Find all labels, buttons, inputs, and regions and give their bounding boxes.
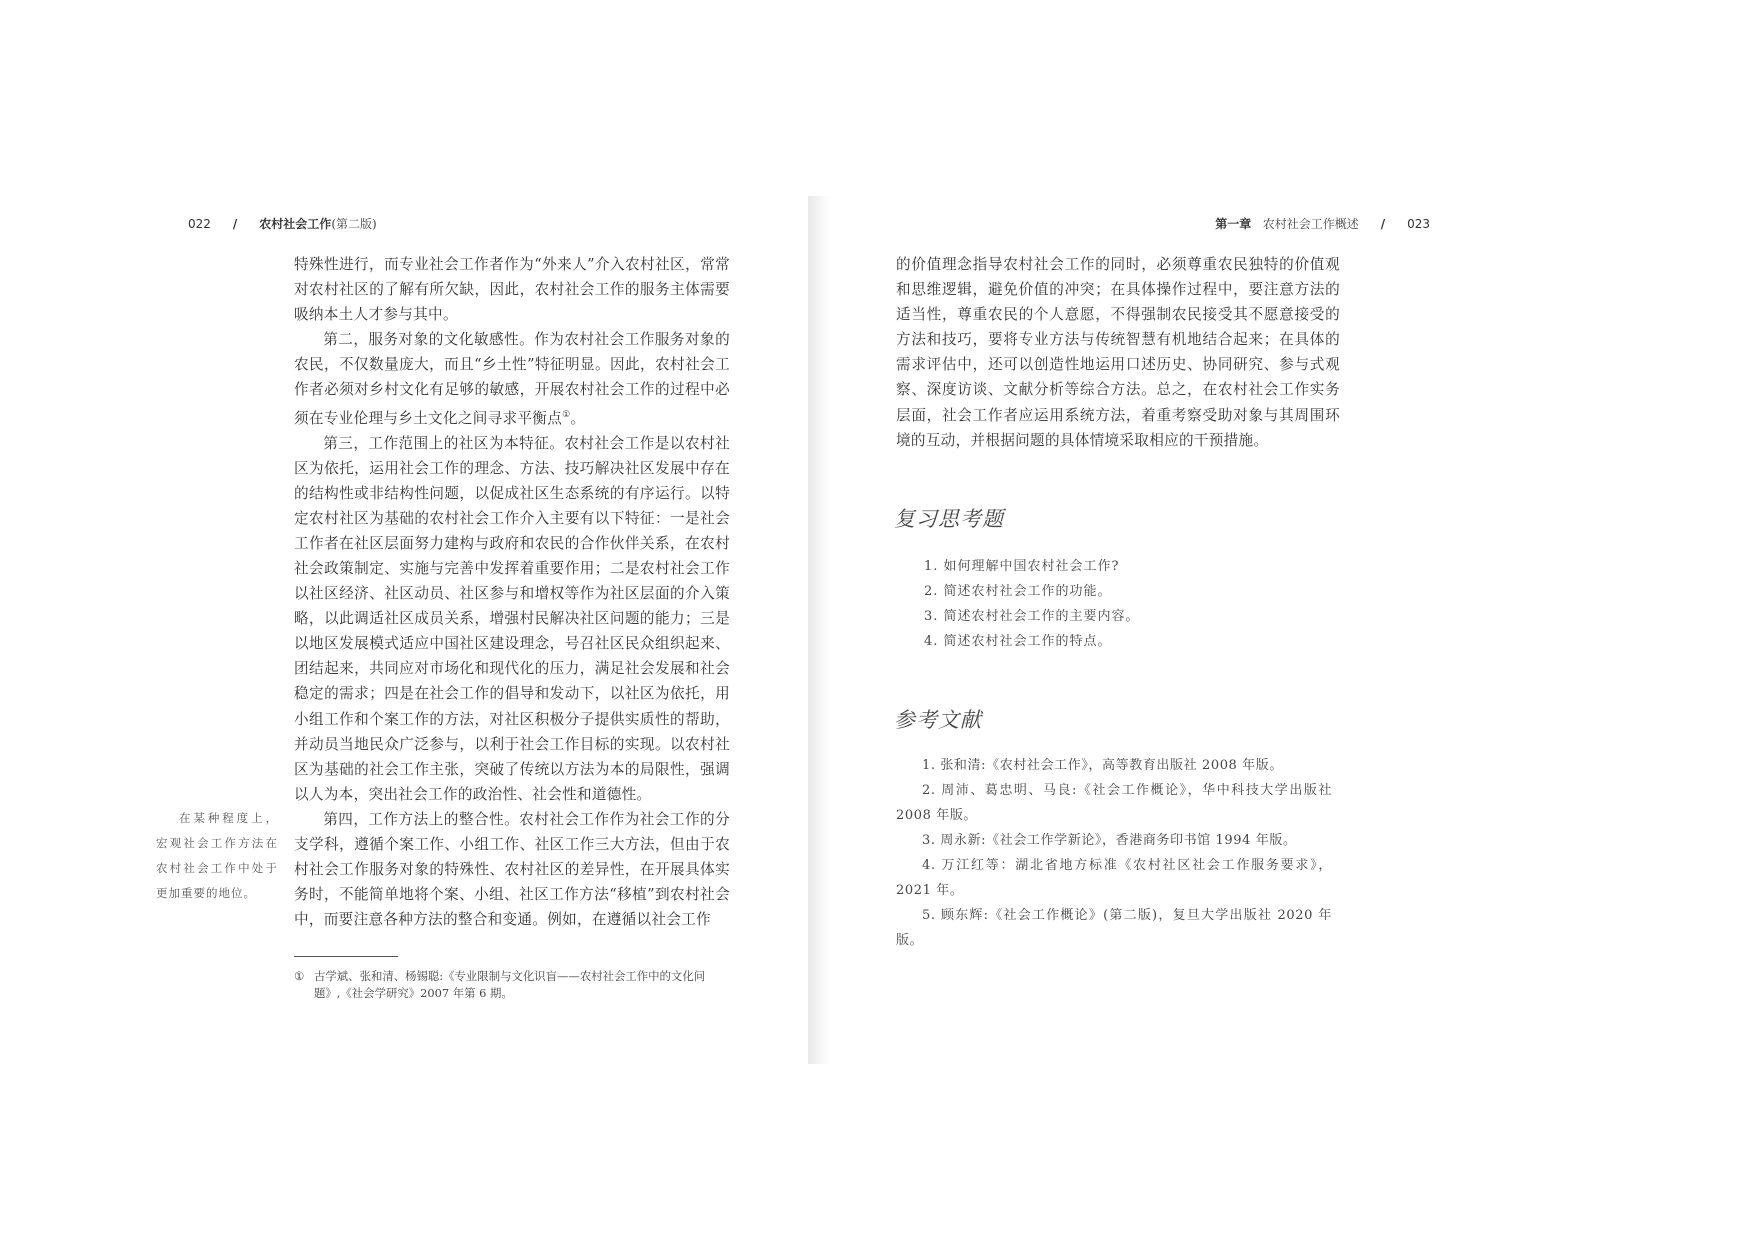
list-item: 3. 简述农村社会工作的主要内容。 bbox=[924, 609, 1140, 624]
footnote-divider bbox=[294, 956, 398, 957]
left-page-number: 022 bbox=[188, 217, 211, 231]
references-heading: 参考文献 bbox=[894, 708, 982, 732]
review-questions-list bbox=[924, 554, 1344, 654]
paragraph: 第三，工作范围上的社区为本特征。农村社会工作是以农村社区为依托，运用社会工作的理念、方法、技巧解决社区发展中存在的结构性或非结构性问题，以促成社区生态系统的有序运行。以特定农村社区为基础的农村社会工作介入主要有以下特征：一是社会工作者在社区层面努力建构与政府和农民的合作伙伴关系，在农村社会政策制定、实施与完善中发挥着重要作用；二是农村社会工作以社区经济、社区动员、社区参与和增权等作为社区层面的介入策略，以此调适社区成员关系，增强村民解决社区问题的能力；三是以地区发展模式适应中国社区建设理念，号召社区民众组织起来、团结起来，共同应对市场化和现代化的压力，满足社会发展和社会稳定的需求；四是在社会工作的倡导和发动下，以社区为依托，用小组工作和个案工作的方法，对社区积极分子提供实质性的帮助，并动员当地民众广泛参与，以利于社会工作目标的实现。以农村社区为基础的社会工作主张，突破了传统以方法为本的局限性，强调以人为本，突出社会工作的政治性、社会性和道德性。 bbox=[294, 434, 730, 803]
book-edition: (第二版) bbox=[331, 217, 377, 231]
paragraph: 第四，工作方法上的整合性。农村社会工作作为社会工作的分支学科，遵循个案工作、小组工作、社区工作三大方法，但由于农村社会工作服务对象的特殊性、农村社区的差异性，在开展具体实务时，不能简单地将个案、小组、社区工作方法“移植”到农村社会中，而要注意各种方法的整合和变通。例如，在遵循以社会工作 bbox=[294, 810, 730, 929]
book-title: 农村社会工作 bbox=[259, 217, 332, 231]
list-item: 1. 如何理解中国农村社会工作? bbox=[924, 559, 1120, 574]
margin-note bbox=[156, 806, 278, 906]
review-questions-heading: 复习思考题 bbox=[894, 507, 1004, 531]
list-item: 1. 张和清:《农村社会工作》，高等教育出版社 2008 年版。 bbox=[922, 758, 1283, 773]
left-body-text bbox=[294, 252, 730, 932]
list-item: 2. 简述农村社会工作的功能。 bbox=[924, 584, 1112, 599]
list-item: 3. 周永新:《社会工作学新论》，香港商务印书馆 1994 年版。 bbox=[922, 833, 1297, 848]
margin-note-text: 在某种程度上，宏观社会工作方法在农村社会工作中处于更加重要的地位。 bbox=[156, 811, 278, 900]
list-item: 5. 顾东辉:《社会工作概论》(第二版)，复旦大学出版社 2020 年版。 bbox=[896, 908, 1332, 948]
right-running-header bbox=[1215, 215, 1430, 232]
header-separator: / bbox=[232, 217, 238, 231]
list-item: 2. 周沛、葛忠明、马良:《社会工作概论》，华中科技大学出版社 2008 年版。 bbox=[896, 783, 1332, 823]
footnote-reference[interactable]: ① bbox=[562, 409, 571, 420]
sentence-end: 。 bbox=[570, 409, 586, 427]
chapter-title: 农村社会工作概述 bbox=[1262, 217, 1359, 231]
header-separator: / bbox=[1380, 217, 1386, 231]
list-item: 4. 万江红等：湖北省地方标准《农村社区社会工作服务要求》，2021 年。 bbox=[896, 858, 1332, 898]
list-item: 4. 简述农村社会工作的特点。 bbox=[924, 634, 1112, 649]
paragraph-text: 第二，服务对象的文化敏感性。作为农村社会工作服务对象的农民，不仅数量庞大，而且“乡土性”特征明显。因此，农村社会工作者必须对乡村文化有足够的敏感，开展农村社会工作的过程中必须在专业伦理与乡土文化之间寻求平衡点 bbox=[294, 331, 730, 427]
chapter-label: 第一章 bbox=[1215, 217, 1252, 231]
right-page bbox=[808, 0, 1753, 1240]
footnote-mark: ① bbox=[294, 969, 305, 983]
paragraph: 特殊性进行，而专业社会工作者作为“外来人”介入农村社区，常常对农村社区的了解有所欠缺，因此，农村社会工作的服务主体需要吸纳本土人才参与其中。 bbox=[294, 256, 730, 324]
left-page bbox=[0, 0, 808, 1240]
paragraph: 的价值理念指导农村社会工作的同时，必须尊重农民独特的价值观和思维逻辑，避免价值的冲突；在具体操作过程中，要注意方法的适当性，尊重农民的个人意愿，不得强制农民接受其不愿意接受的方法和技巧，要将专业方法与传统智慧有机地结合起来；在具体的需求评估中，还可以创造性地运用口述历史、协同研究、参与式观察、深度访谈、文献分析等综合方法。总之，在农村社会工作实务层面，社会工作者应运用系统方法，着重考察受助对象与其周围环境的互动，并根据问题的具体情境采取相应的干预措施。 bbox=[896, 256, 1340, 449]
paragraph bbox=[294, 327, 730, 430]
left-running-header bbox=[188, 215, 377, 232]
footnote-text: 古学斌、张和清、杨锡聪:《专业限制与文化识盲——农村社会工作中的文化问题》,《社会学研究》2007 年第 6 期。 bbox=[314, 969, 706, 1000]
references-list bbox=[896, 753, 1332, 953]
right-body-text bbox=[896, 252, 1340, 453]
footnote bbox=[294, 968, 730, 1002]
right-page-number: 023 bbox=[1407, 217, 1430, 231]
